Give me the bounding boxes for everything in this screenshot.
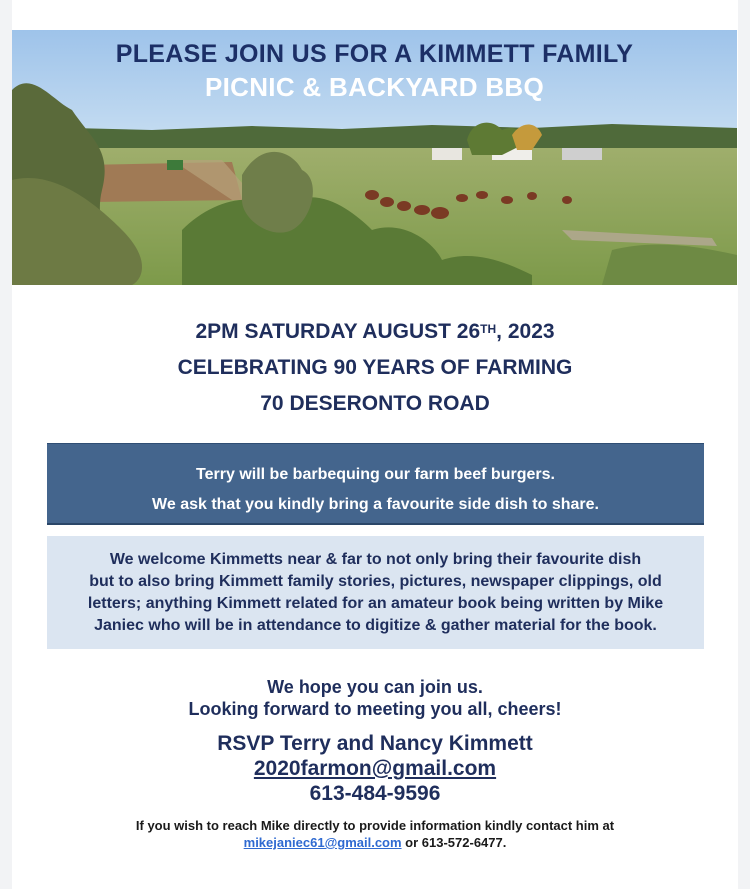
event-details [0,318,750,426]
closing-line-1: We hope you can join us. [267,677,483,697]
event-date-year: , 2023 [496,320,555,343]
rsvp-email-link[interactable]: 2020farmon@gmail.com [253,757,497,780]
event-date-ordinal: TH [480,322,497,336]
welcome-info-box [47,536,704,649]
event-date-main: 2PM SATURDAY AUGUST 26 [195,320,481,343]
welcome-line-2: but to also bring Kimmett family stories, pictures, newspaper clippings, old [89,573,662,590]
footer-line-1: If you wish to reach Mike directly to provide information kindly contact him at [135,818,615,833]
event-address: 70 DESERONTO ROAD [260,392,490,415]
welcome-line-1: We welcome Kimmetts near & far to not only bring their favourite dish [109,551,642,568]
invitation-title-line-2: PICNIC & BACKYARD BBQ [204,72,545,102]
event-date-time [0,318,750,354]
welcome-line-4: Janiec who will be in attendance to digitize & gather material for the book. [94,617,657,634]
event-celebration: CELEBRATING 90 YEARS OF FARMING [177,356,573,379]
welcome-line-3: letters; anything Kimmett related for an amateur book being written by Mike [87,595,664,612]
rsvp-section [0,731,750,806]
bbq-info-box [47,443,704,525]
invitation-title-line-1: PLEASE JOIN US FOR A KIMMETT FAMILY [115,40,634,68]
rsvp-names: RSVP Terry and Nancy Kimmett [217,732,533,755]
mike-email-link[interactable]: mikejaniec61@gmail.com [243,835,402,850]
closing-message [0,676,750,720]
header-banner [12,30,737,285]
footer-contact-note [0,817,750,851]
closing-line-2: Looking forward to meeting you all, cheers! [188,699,562,719]
rsvp-phone: 613-484-9596 [309,782,441,805]
mike-phone-text: or 613-572-6477. [401,835,507,850]
bbq-info-line-2: We ask that you kindly bring a favourite side dish to share. [152,496,599,513]
bbq-info-line-1: Terry will be barbequing our farm beef burgers. [196,466,555,483]
